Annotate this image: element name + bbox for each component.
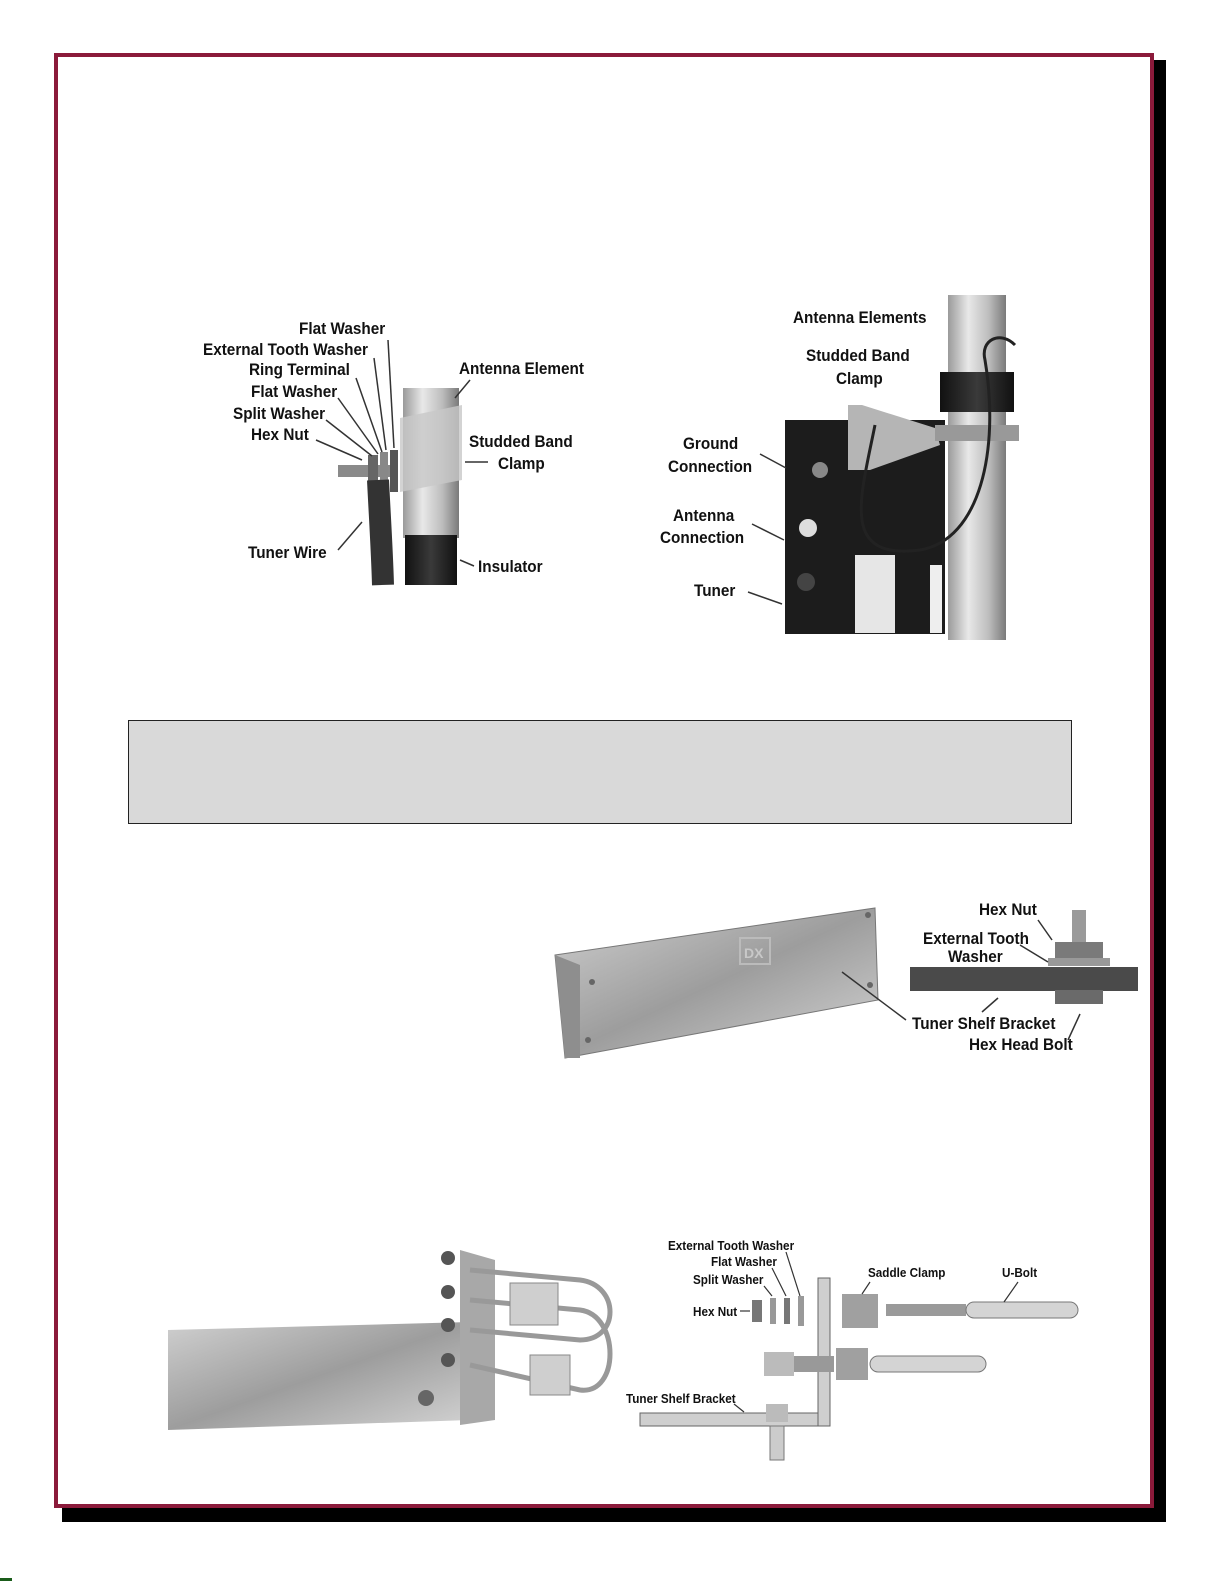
fig1-label-flat-washer-top: Flat Washer (299, 319, 386, 338)
fig1-label-clamp: Clamp (498, 454, 545, 473)
fig2-label-ground-connection: Connection (668, 457, 753, 476)
dx-logo-text: DX (744, 945, 764, 961)
fig3-label-tuner-shelf-bracket: Tuner Shelf Bracket (912, 1014, 1056, 1033)
fig2-label-antenna: Antenna (673, 506, 735, 525)
fig1-label-external-tooth-washer: External Tooth Washer (203, 340, 368, 359)
fig2-label-antenna-elements: Antenna Elements (793, 308, 927, 327)
fig4-label-flat-washer: Flat Washer (711, 1254, 777, 1269)
corner-mark (0, 1575, 14, 1585)
fig1-label-antenna-element: Antenna Element (459, 359, 584, 378)
fig1-label-studded-band: Studded Band (469, 432, 573, 451)
fig4-label-tuner-shelf-bracket: Tuner Shelf Bracket (626, 1391, 736, 1406)
fig2-label-studded-band: Studded Band (806, 346, 910, 365)
fig4-label-u-bolt: U-Bolt (1002, 1265, 1038, 1280)
fig2-label-ground: Ground (683, 434, 739, 453)
fig1-label-split-washer: Split Washer (233, 404, 326, 423)
fig1-label-ring-terminal: Ring Terminal (249, 360, 350, 379)
fig3-label-washer: Washer (948, 947, 1003, 966)
fig2-label-tuner: Tuner (694, 581, 736, 600)
fig1-label-tuner-wire: Tuner Wire (248, 543, 327, 562)
fig4-label-split-washer: Split Washer (693, 1272, 764, 1287)
fig3-label-hex-nut: Hex Nut (979, 900, 1037, 919)
fig4-label-external-tooth-washer: External Tooth Washer (668, 1238, 795, 1253)
fig2-label-antenna-connection: Connection (660, 528, 745, 547)
fig2-label-clamp: Clamp (836, 369, 883, 388)
fig4-label-hex-nut: Hex Nut (693, 1304, 738, 1319)
fig4-label-saddle-clamp: Saddle Clamp (868, 1265, 946, 1280)
fig3-label-hex-head-bolt: Hex Head Bolt (969, 1035, 1073, 1054)
fig3-label-external-tooth: External Tooth (923, 929, 1029, 948)
fig1-label-insulator: Insulator (478, 557, 543, 576)
fig1-label-flat-washer: Flat Washer (251, 382, 338, 401)
fig1-label-hex-nut: Hex Nut (251, 425, 309, 444)
